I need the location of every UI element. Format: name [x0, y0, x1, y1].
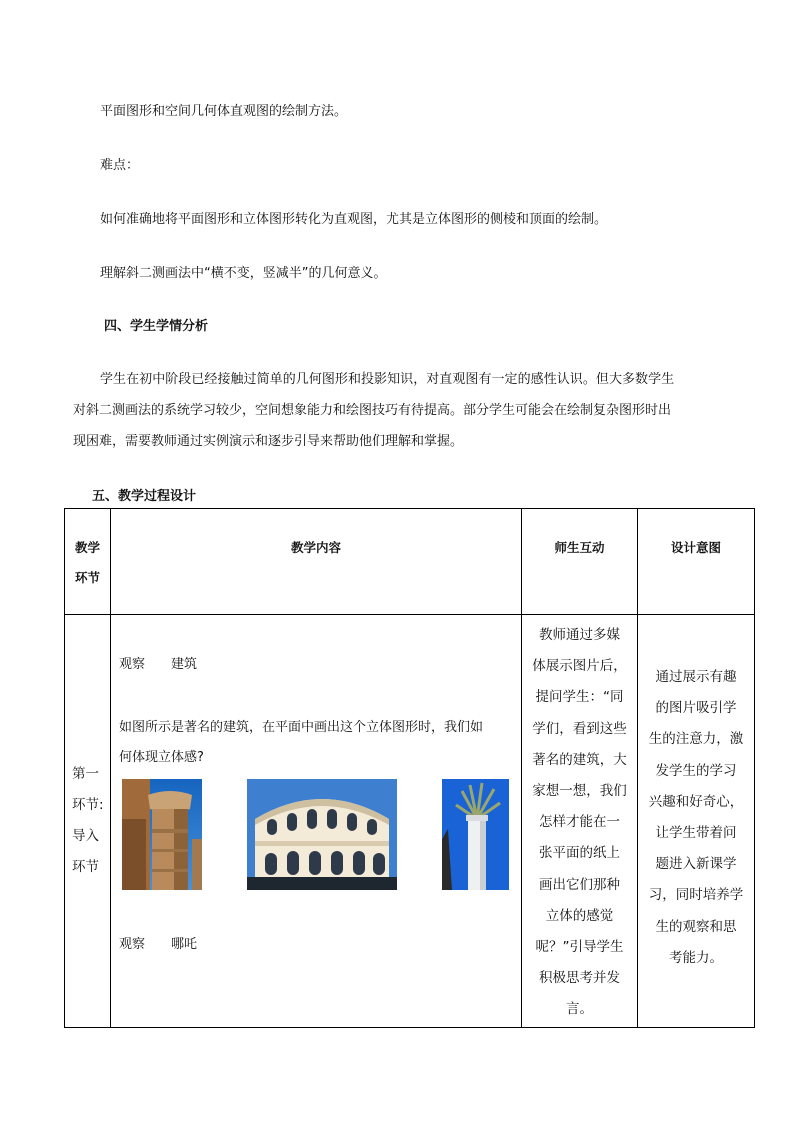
intent-line: 考能力。: [669, 949, 723, 966]
interaction-line: 积极思考并发: [539, 970, 620, 987]
content-cell: [111, 615, 522, 1028]
interaction-line: 怎样才能在一: [539, 814, 620, 831]
interaction-line: 呢？”引导学生: [535, 939, 624, 956]
opera-house-image: [247, 779, 397, 890]
interaction-line: 学们，看到这些: [532, 720, 627, 737]
section4-line-3: 现困难，需要教师通过实例演示和逐步引导来帮助他们理解和掌握。: [73, 434, 464, 449]
intent-cell: [638, 615, 755, 1028]
stage-cell: [65, 615, 111, 1028]
intent-line: 生的观察和思: [655, 918, 737, 935]
teaching-process-table: [64, 508, 755, 1028]
stage-line: 环节: [72, 859, 99, 875]
intent-line: 生的注意力，激: [648, 731, 744, 748]
header-stage: 教学 环节: [65, 509, 111, 615]
observe-nezha: 观察 哪吒: [119, 937, 198, 952]
question-line-1: 如图所示是著名的建筑，在平面中画出这个立体图形时，我们如: [119, 720, 484, 735]
key-point-line: 平面图形和空间几何体直观图的绘制方法。: [100, 104, 348, 119]
section5-title: 五、教学过程设计: [92, 489, 197, 504]
observe-building: 观察 建筑: [119, 657, 198, 672]
header-intent: 设计意图: [638, 509, 755, 615]
section4-line-1: 学生在初中阶段已经接触过简单的几何图形和投影知识，对直观图有一定的感性认识。但大多数学生: [100, 372, 675, 387]
egyptian-columns-image: [122, 779, 202, 890]
intent-line: 题进入新课学: [655, 856, 737, 873]
interaction-line: 提问学生：“同: [535, 689, 624, 706]
stage-line: 第一: [72, 766, 99, 782]
difficulty-title: 难点：: [100, 158, 140, 173]
interaction-line: 画出它们那种: [539, 876, 620, 893]
intent-line: 通过展示有趣: [655, 669, 737, 685]
difficulty-line-2: 理解斜二测画法中“横不变，竖减半”的几何意义。: [100, 266, 387, 281]
interaction-line: 著名的建筑，大: [532, 751, 627, 768]
header-content: 教学内容: [111, 509, 522, 615]
interaction-line: 立体的感觉: [545, 907, 614, 924]
interaction-line: 教师通过多媒: [539, 627, 620, 643]
question-line-2: 何体现立体感?: [119, 750, 204, 765]
interaction-line: 言。: [566, 1001, 593, 1018]
header-interaction: 师生互动: [522, 509, 638, 615]
intent-line: 习，同时培养学: [648, 887, 744, 904]
stage-line: 环节:: [72, 797, 104, 813]
intent-line: 的图片吸引学: [655, 700, 737, 717]
intent-line: 让学生带着问: [655, 825, 737, 842]
interaction-line: 张平面的纸上: [539, 845, 620, 862]
interaction-cell: [522, 615, 638, 1028]
stage-line: 导入: [72, 828, 99, 844]
interaction-line: 体展示图片后，: [532, 658, 627, 675]
section4-title: 四、学生学情分析: [104, 319, 209, 334]
palm-column-image: [442, 779, 509, 890]
difficulty-line-1: 如何准确地将平面图形和立体图形转化为直观图，尤其是立体图形的侧棱和顶面的绘制。: [100, 212, 608, 227]
interaction-line: 家想一想，我们: [532, 783, 627, 800]
section4-line-2: 对斜二测画法的系统学习较少，空间想象能力和绘图技巧有待提高。部分学生可能会在绘制复杂图形时出: [73, 403, 672, 418]
intent-line: 发学生的学习: [655, 762, 737, 779]
intent-line: 兴趣和好奇心，: [648, 793, 744, 810]
